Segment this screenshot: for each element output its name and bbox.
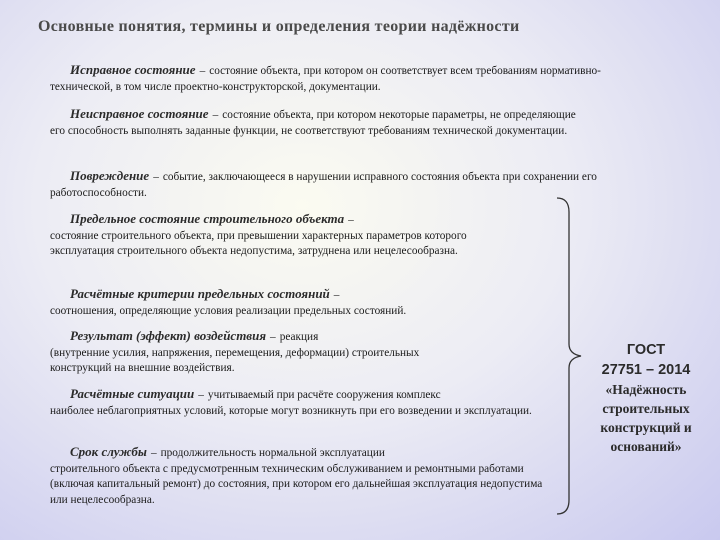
- definition-limit-state: [50, 211, 470, 260]
- definition-text: учитываемый при расчёте сооружения комплекс: [207, 389, 441, 401]
- definition-design-criteria: [50, 286, 530, 319]
- definition-dash: –: [153, 171, 159, 183]
- gost-reference: [588, 340, 704, 456]
- definition-text: продолжительность нормальной эксплуатации: [160, 447, 385, 459]
- definition-dash: –: [348, 214, 354, 226]
- definition-dash: –: [198, 389, 204, 401]
- gost-label: ГОСТ: [626, 342, 666, 358]
- definition-term: Неисправное состояние: [70, 106, 209, 121]
- definition-dash: –: [212, 109, 219, 121]
- gost-name: «Надёжность строительных конструкций и оснований»: [600, 382, 692, 454]
- curly-brace-icon: [555, 196, 587, 516]
- definition-text-rest: сохранении его работоспособности.: [50, 171, 597, 199]
- definition-term: Расчётные ситуации: [70, 386, 195, 401]
- definition-dash: –: [270, 331, 276, 343]
- definition-action-effect: [50, 328, 450, 377]
- page-title: Основные понятия, термины и определения теории надёжности: [38, 18, 520, 35]
- definition-text-rest: строительного объекта с предусмотренным техническим обслуживанием и ремонтными работами (включая капитальный ремонт) до состояния, при котором его дальнейшая эксплуатация недопустима или нецелесообразна.: [50, 462, 543, 506]
- definition-term: Повреждение: [70, 168, 150, 183]
- definition-term: Исправное состояние: [70, 62, 196, 77]
- gost-number: 27751 – 2014: [601, 362, 691, 378]
- definition-serviceable-state: [50, 62, 610, 95]
- definition-dash: –: [333, 289, 340, 301]
- definition-service-life: [50, 444, 550, 508]
- definition-text-rest: (внутренние усилия, напряжения, перемещения, деформации) строительных конструкций на внешние воздействия.: [50, 346, 420, 374]
- definition-dash: –: [150, 447, 157, 459]
- definition-text-rest: соотношения, определяющие условия реализации предельных состояний.: [50, 304, 407, 317]
- definition-text: состояние объекта, при котором некоторые параметры, не: [222, 109, 501, 121]
- definition-text-rest: наиболее неблагоприятных условий, которые могут возникнуть при его возведении и эксплуатации.: [50, 404, 532, 417]
- definition-term: Расчётные критерии предельных состояний: [70, 286, 330, 301]
- definition-term: Предельное состояние строительного объекта: [70, 211, 345, 226]
- definition-text-rest: определяющие его способность выполнять заданные функции, не соответствуют требованиям технической документации.: [50, 109, 576, 137]
- definition-text: состояние объекта, при котором он соответствует всем: [209, 65, 473, 77]
- definition-text-rest: требованиям нормативно-технической, в том числе проектно-конструкторской, документации.: [50, 65, 601, 93]
- definition-design-situations: [50, 386, 550, 419]
- definition-text: событие, заключающееся в нарушении исправного состояния объекта при: [162, 171, 521, 183]
- definition-term: Результат (эффект) воздействия: [70, 328, 267, 343]
- definition-faulty-state: [50, 106, 580, 139]
- definition-text: реакция: [279, 331, 319, 343]
- definition-dash: –: [199, 65, 206, 77]
- definition-term: Срок службы: [70, 444, 147, 459]
- definition-text-rest: состояние строительного объекта, при превышении характерных параметров которого эксплуатация строительного объекта недопустима, затруднена или нецелесообразна.: [50, 229, 467, 257]
